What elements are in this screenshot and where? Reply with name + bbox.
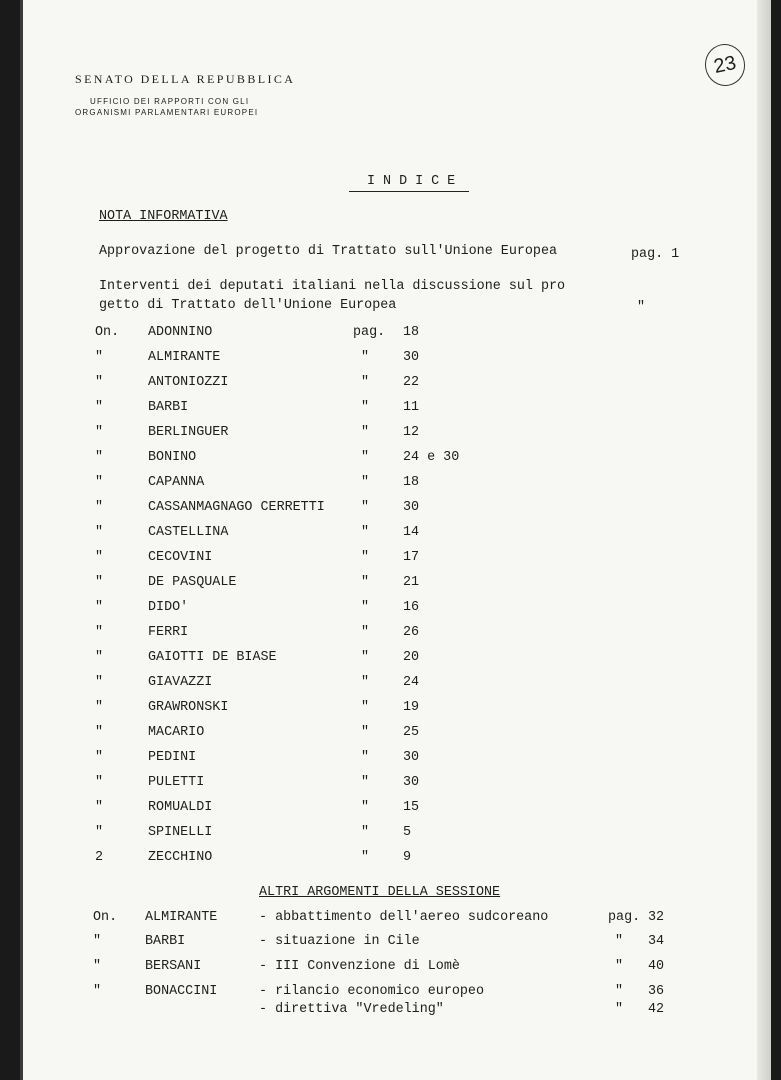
speaker-name: PULETTI xyxy=(148,775,205,790)
speaker-page: 18 xyxy=(403,325,420,340)
topic-row xyxy=(23,959,771,981)
speaker-name: CASSANMAGNAGO CERRETTI xyxy=(148,500,325,515)
speaker-page-label: " xyxy=(361,600,370,615)
speaker-prefix: " xyxy=(95,450,104,465)
speaker-prefix: " xyxy=(95,725,104,740)
speaker-name: GRAWRONSKI xyxy=(148,700,229,715)
speaker-page: 30 xyxy=(403,750,420,765)
speaker-row xyxy=(23,475,771,497)
speaker-row xyxy=(23,850,771,872)
topic-page: 32 xyxy=(648,910,665,925)
speaker-prefix: On. xyxy=(95,325,120,340)
speaker-prefix: " xyxy=(95,625,104,640)
speaker-page: 26 xyxy=(403,625,420,640)
topic-page-label: " xyxy=(615,959,624,974)
speaker-row xyxy=(23,575,771,597)
speaker-page-label: " xyxy=(361,425,370,440)
speaker-name: ADONNINO xyxy=(148,325,213,340)
speaker-name: BONINO xyxy=(148,450,197,465)
speaker-name: CECOVINI xyxy=(148,550,213,565)
speaker-page-label: " xyxy=(361,350,370,365)
speaker-page-label: " xyxy=(361,550,370,565)
speaker-page-label: " xyxy=(361,525,370,540)
speaker-page: 5 xyxy=(403,825,412,840)
speaker-page-label: " xyxy=(361,850,370,865)
speaker-page-label: " xyxy=(361,750,370,765)
nota-heading: NOTA INFORMATIVA xyxy=(99,209,228,224)
speaker-row xyxy=(23,675,771,697)
speaker-name: FERRI xyxy=(148,625,189,640)
speaker-name: CAPANNA xyxy=(148,475,205,490)
speaker-row xyxy=(23,725,771,747)
speaker-prefix: " xyxy=(95,750,104,765)
speaker-row xyxy=(23,350,771,372)
topic-page-label: " xyxy=(615,934,624,949)
speaker-row xyxy=(23,625,771,647)
speaker-prefix: " xyxy=(95,525,104,540)
speaker-prefix: " xyxy=(95,400,104,415)
speaker-prefix: " xyxy=(95,675,104,690)
other-topics-heading: ALTRI ARGOMENTI DELLA SESSIONE xyxy=(259,885,501,900)
topic-page: 34 xyxy=(648,934,665,949)
speaker-name: GIAVAZZI xyxy=(148,675,213,690)
topic-page-label: pag. xyxy=(608,910,641,925)
topic-speaker-name: BONACCINI xyxy=(145,984,218,999)
topic-page: 40 xyxy=(648,959,665,974)
topic-description: - direttiva "Vredeling" xyxy=(259,1002,444,1017)
speaker-row xyxy=(23,700,771,722)
speaker-row xyxy=(23,450,771,472)
speaker-row xyxy=(23,525,771,547)
topic-row xyxy=(23,1002,771,1024)
speaker-page: 9 xyxy=(403,850,412,865)
speaker-row xyxy=(23,425,771,447)
page-number-stamp: 23 xyxy=(701,40,749,89)
speaker-prefix: " xyxy=(95,600,104,615)
speaker-row xyxy=(23,775,771,797)
speaker-prefix: " xyxy=(95,775,104,790)
speaker-page: 30 xyxy=(403,350,420,365)
speaker-page-label: " xyxy=(361,400,370,415)
speaker-row xyxy=(23,600,771,622)
speaker-page: 30 xyxy=(403,775,420,790)
speaker-prefix: " xyxy=(95,575,104,590)
topic-description: - abbattimento dell'aereo sudcoreano xyxy=(259,910,549,925)
speaker-row xyxy=(23,825,771,847)
approval-text: Approvazione del progetto di Trattato sull'Unione Europea xyxy=(99,244,558,259)
speaker-page: 19 xyxy=(403,700,420,715)
speaker-page: 16 xyxy=(403,600,420,615)
speaker-page: 24 e 30 xyxy=(403,450,460,465)
speaker-row xyxy=(23,650,771,672)
speaker-name: DIDO' xyxy=(148,600,189,615)
topic-description: - III Convenzione di Lomè xyxy=(259,959,460,974)
speaker-page-label: " xyxy=(361,800,370,815)
topic-prefix: " xyxy=(93,984,102,999)
interventions-line-2: getto di Trattato dell'Unione Europea xyxy=(99,298,397,313)
speaker-prefix: " xyxy=(95,550,104,565)
speaker-name: ZECCHINO xyxy=(148,850,213,865)
speaker-page-label: pag. xyxy=(353,325,386,340)
speaker-row xyxy=(23,325,771,347)
speaker-page: 11 xyxy=(403,400,420,415)
speaker-name: BERLINGUER xyxy=(148,425,229,440)
topic-prefix: " xyxy=(93,959,102,974)
speaker-name: CASTELLINA xyxy=(148,525,229,540)
speaker-name: MACARIO xyxy=(148,725,205,740)
speaker-name: ALMIRANTE xyxy=(148,350,221,365)
speaker-name: SPINELLI xyxy=(148,825,213,840)
speaker-name: ANTONIOZZI xyxy=(148,375,229,390)
speaker-prefix: " xyxy=(95,475,104,490)
topic-speaker-name: BERSANI xyxy=(145,959,202,974)
speaker-page-label: " xyxy=(361,675,370,690)
document-page xyxy=(20,0,771,1080)
topic-speaker-name: ALMIRANTE xyxy=(145,910,218,925)
speaker-name: ROMUALDI xyxy=(148,800,213,815)
speaker-name: DE PASQUALE xyxy=(148,575,237,590)
speaker-name: GAIOTTI DE BIASE xyxy=(148,650,277,665)
speaker-prefix: " xyxy=(95,375,104,390)
speaker-prefix: " xyxy=(95,350,104,365)
speaker-page: 18 xyxy=(403,475,420,490)
speaker-page-label: " xyxy=(361,575,370,590)
speaker-row xyxy=(23,375,771,397)
speaker-prefix: " xyxy=(95,700,104,715)
speaker-page-label: " xyxy=(361,825,370,840)
speaker-row xyxy=(23,400,771,422)
speaker-page: 25 xyxy=(403,725,420,740)
speaker-page: 21 xyxy=(403,575,420,590)
approval-page: pag. 1 xyxy=(631,247,680,262)
topic-description: - rilancio economico europeo xyxy=(259,984,484,999)
speaker-page: 22 xyxy=(403,375,420,390)
speaker-page: 30 xyxy=(403,500,420,515)
index-title: INDICE xyxy=(349,174,469,192)
speaker-page-label: " xyxy=(361,475,370,490)
speaker-page-label: " xyxy=(361,500,370,515)
topic-description: - situazione in Cile xyxy=(259,934,420,949)
speaker-page-label: " xyxy=(361,625,370,640)
speaker-prefix: 2 xyxy=(95,850,104,865)
speaker-page: 24 xyxy=(403,675,420,690)
topic-row xyxy=(23,934,771,956)
topic-prefix: On. xyxy=(93,910,118,925)
interventions-ditto: " xyxy=(637,300,646,315)
topic-page-label: " xyxy=(615,1002,624,1017)
office-line-1: UFFICIO DEI RAPPORTI CON GLI xyxy=(90,97,250,106)
speaker-name: BARBI xyxy=(148,400,189,415)
speaker-page: 14 xyxy=(403,525,420,540)
speaker-row xyxy=(23,800,771,822)
speaker-page-label: " xyxy=(361,700,370,715)
speaker-page: 12 xyxy=(403,425,420,440)
speaker-prefix: " xyxy=(95,425,104,440)
speaker-row xyxy=(23,550,771,572)
topic-page: 36 xyxy=(648,984,665,999)
speaker-page-label: " xyxy=(361,375,370,390)
speaker-name: PEDINI xyxy=(148,750,197,765)
speaker-page: 17 xyxy=(403,550,420,565)
speaker-prefix: " xyxy=(95,800,104,815)
speaker-prefix: " xyxy=(95,650,104,665)
office-line-2: ORGANISMI PARLAMENTARI EUROPEI xyxy=(75,108,259,117)
speaker-page-label: " xyxy=(361,725,370,740)
speaker-page-label: " xyxy=(361,650,370,665)
topic-page: 42 xyxy=(648,1002,665,1017)
topic-speaker-name: BARBI xyxy=(145,934,186,949)
interventions-line-1: Interventi dei deputati italiani nella discussione sul pro xyxy=(99,279,566,294)
speaker-page-label: " xyxy=(361,775,370,790)
speaker-prefix: " xyxy=(95,500,104,515)
speaker-page-label: " xyxy=(361,450,370,465)
institution-heading: SENATO DELLA REPUBBLICA xyxy=(75,72,296,86)
topic-row xyxy=(23,910,771,932)
speaker-page: 15 xyxy=(403,800,420,815)
speaker-prefix: " xyxy=(95,825,104,840)
topic-page-label: " xyxy=(615,984,624,999)
topic-prefix: " xyxy=(93,934,102,949)
speaker-page: 20 xyxy=(403,650,420,665)
speaker-row xyxy=(23,500,771,522)
speaker-row xyxy=(23,750,771,772)
